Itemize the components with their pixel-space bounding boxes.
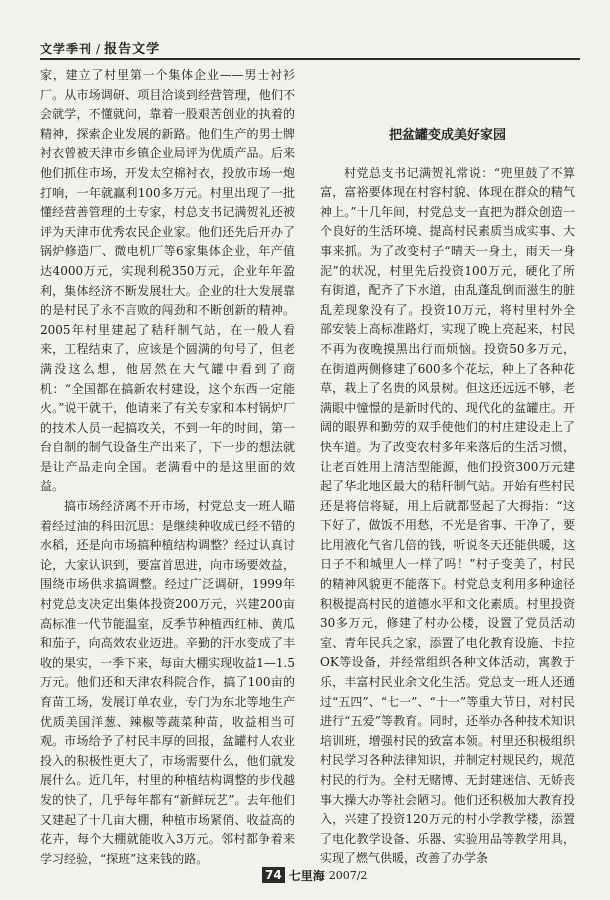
journal-title: 文学季刊 <box>40 42 93 56</box>
paragraph: 村党总支书记满贺礼常说：“兜里鼓了不算富，富裕要体现在村容村貌、体现在群众的精气神上。”十几年间，村党总支一直把为群众创造一个良好的生活环境、提高村民素质当成实事、大事来抓。为了改变村子“晴天一身土，雨天一身泥”的状况，村里先后投资100万元，硬化了所有街道，配齐了下水道，由乱蓬乱倒而滋生的脏乱差现象没有了。投资10万元，将村里村外全部安装上高标准路灯，实现了晚上亮起来，村民不再为夜晚摸黑出行而烦恼。投资50多万元，在街道两侧修建了600多个花坛，种上了各种花草，栽上了名贵的风景树。但这还远远不够，老满眼中憧憬的是新时代的、现代化的盆罐庄。开阔的眼界和勤劳的双手使他们的村庄建设走上了快车道。为了改变农村多年来落后的生活习惯，让老百姓用上清洁型能源，他们投资300万元建起了华北地区最大的秸秆制气站。开始有些村民还是将信将疑，用上后就都竖起了大拇指：“这下好了，做饭不用愁，不光是省事、干净了，要比用液化气省几倍的钱，听说冬天还能供暖，这日子不和城里人一样了吗！”村子变美了，村民的精神风貌更不能落下。村党总支利用多种途径积极提高村民的道德水平和文化素质。村里投资30多万元，修建了村办公楼，设置了党员活动室、青年民兵之家，添置了电化教育设施、卡拉OK等设备，并经常组织各种文体活动，寓教于乐，丰富村民业余文化生活。党总支一班人还通过“五四”、“七一”、“十一”等重大节日，对村民进行“五爱”等教育。同时，还举办各种技术知识培训班，增强村民的致富本领。村里还积极组织村民学习各种法律知识，并制定村规民约，规范村民的行为。全村无赌博、无封建迷信、无娇丧事大操大办等社会陋习。他们还积极加大教育投入，兴建了投资120万元的村小学教学楼，添置了电化教学设备、乐器、实验用品等教学用具，实现了燃气供暖，改善了办学条 <box>320 165 575 866</box>
paragraph: 搞市场经济离不开市场，村党总支一班人瞄着经过油的科田沉思：是继续种收成已经不错的水稻，还是向市场搞种植结构调整？经过认真讨论，大家认识到，要富首思进，向市场要效益，围绕市场供求搞调整。经过广泛调研，1999年村党总支决定出集体投资200万元，兴建200亩高标准一代节能温室，反季节种植西红柿、黄瓜和茄子，向高效农业迈进。辛勤的汗水变成了丰收的果实，一季下来，每亩大棚实现收益1—1.5万元。他们还和天津农科院合作，搞了100亩的育苗工场，发展订单农业，专门为东北等地生产优质美国洋葱、辣椒等蔬菜种苗，收益相当可观。市场给予了村民丰厚的回报，盆罐村人农业投入的积极性更大了，市场需要什么，他们就发展什么。近几年，村里的种植结构调整的步伐越发的快了，几乎每年都有“新鲜玩艺”。去年他们又建起了十几亩大棚，种植市场紧俏、收益高的花卉，每个大棚就能收入3万元。邻村都争着来学习经验，“探班”这来钱的路。 <box>40 499 295 866</box>
left-column <box>40 66 295 869</box>
section-title: 报告文学 <box>104 42 161 57</box>
page-number: 74 <box>262 867 285 883</box>
page-footer <box>262 866 367 884</box>
running-header <box>40 38 580 58</box>
issue-number: 2007/2 <box>328 868 368 882</box>
header-rule <box>40 58 580 60</box>
paragraph: 家，建立了村里第一个集体企业——男士衬衫厂。从市场调研、项目洽谈到经营管理，他们不会就学，不懂就问，靠着一股艰苦创业的执着的精神，探索企业发展的新路。他们生产的男士牌衬衣曾被天津市乡镇企业局评为优质产品。后来他们抓住市场，开发太空棉衬衣，投放市场一炮打响，一年就赢利100多万元。村里出现了一批懂经营善管理的土专家，村总支书记满贺礼还被评为天津市优秀农民企业家。他们还先后开办了锅炉修造厂、微电机厂等6家集体企业，年产值达4000万元，实现利税350万元，企业年年盈利，集体经济不断发展壮大。企业的壮大发展靠的是村民了永不言败的闯劲和不断创新的精神。2005年村里建起了秸秆制气站，在一般人看来，工程结束了，应该是个圆满的句号了，但老满没这么想，他居然在大气罐中看到了商机：“全国都在搞新农村建设，这个东西一定能火。”说干就干，他请来了有关专家和本村锅炉厂的技术人员一起搞攻关，不到一年的时间，第一台自制的制气设备生产出来了，下一步的想法就是让产品走向全国。老满看中的是这里面的效益。 <box>40 68 295 494</box>
subsection-title: 把盆罐变成美好家园 <box>388 128 506 143</box>
footer-journal-name: 七里海 <box>288 868 325 883</box>
right-column <box>320 66 575 869</box>
header-separator: / <box>96 42 101 56</box>
